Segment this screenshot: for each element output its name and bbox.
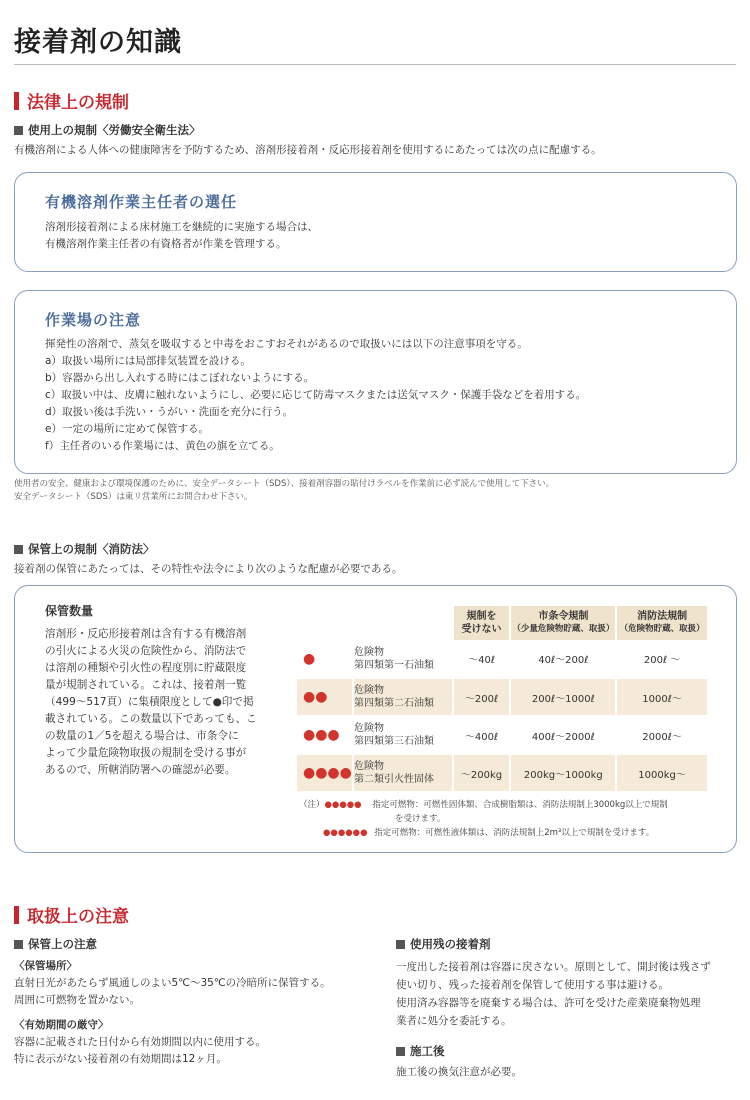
- text-line: 周囲に可燃物を置かない。: [14, 994, 140, 1006]
- fire-law-cell: 1000kg～: [616, 754, 708, 792]
- unregulated-cell: ～40ℓ: [453, 640, 511, 678]
- storage-quantity-title: 保管数量: [45, 604, 94, 618]
- storage-regulation-subheading: [14, 541, 155, 557]
- section-marker: [14, 906, 19, 924]
- square-bullet-icon: [14, 126, 23, 135]
- hazard-dots: ●●●: [297, 716, 353, 754]
- usage-regulation-label: 使用上の規制〈労働安全衛生法〉: [28, 123, 201, 137]
- list-item: c）取扱い中は、皮膚に触れないようにし、必要に応じて防毒マスクまたは送気マスク・保護手袋などを着用する。: [45, 389, 587, 401]
- note-line: 安全データシート（SDS）は東リ営業所にお問合わせ下さい。: [14, 492, 253, 502]
- table-row: [297, 716, 708, 754]
- workplace-box-title: 作業場の注意: [45, 311, 142, 329]
- text-line: 使用済み容器等を廃棄する場合は、許可を受けた産業廃棄物処理: [396, 997, 701, 1009]
- leftover-adhesive-label: 使用残の接着剤: [410, 937, 491, 951]
- supervisor-box-title: 有機溶剤作業主任者の選任: [45, 193, 238, 211]
- leftover-adhesive-subheading: [396, 936, 491, 952]
- handling-section-title: 取扱上の注意: [27, 907, 129, 927]
- storage-limits-table: [297, 606, 709, 793]
- hazard-dots: ●: [297, 640, 353, 678]
- hazard-class: 危険物 第四類第一石油類: [353, 640, 453, 678]
- table-header-row: [297, 606, 708, 640]
- table-row: [297, 678, 708, 716]
- shelf-life-heading: 〈有効期間の厳守〉: [14, 1019, 109, 1031]
- after-installation-text: 施工後の換気注意が必要。: [396, 1066, 522, 1078]
- hazard-class: 危険物 第二類引火性固体: [353, 754, 453, 792]
- text-line: （499～517頁）に集積限度として●印で掲: [45, 696, 254, 708]
- list-item: d）取扱い後は手洗い・うがい・洗面を充分に行う。: [45, 406, 294, 418]
- square-bullet-icon: [14, 545, 23, 554]
- list-item: e）一定の場所に定めて保管する。: [45, 423, 209, 435]
- storage-regulation-text: 接着剤の保管にあたっては、その特性や法令により次のような配慮が必要である。: [14, 563, 403, 575]
- note-line: 使用者の安全、健康および環境保護のために、安全データシート（SDS）、接着剤容器の貼付けラベルを作業前に必ず読んで使用して下さい。: [14, 479, 555, 489]
- square-bullet-icon: [396, 1047, 405, 1056]
- fire-law-cell: 1000ℓ～: [616, 678, 708, 716]
- city-ordinance-cell: 400ℓ～2000ℓ: [510, 716, 616, 754]
- footnote-dots: ●●●●●: [324, 800, 362, 810]
- text-line: の引火による火災の危険性から、消防法で: [45, 645, 247, 657]
- fire-law-cell: 2000ℓ～: [616, 716, 708, 754]
- unregulated-cell: ～400ℓ: [453, 716, 511, 754]
- law-section-title: 法律上の規制: [27, 93, 129, 113]
- table-row: [297, 640, 708, 678]
- storage-precautions-subheading: [14, 936, 97, 952]
- city-ordinance-cell: 40ℓ～200ℓ: [510, 640, 616, 678]
- city-ordinance-cell: 200kg～1000kg: [510, 754, 616, 792]
- usage-regulation-subheading: [14, 122, 201, 138]
- storage-regulation-label: 保管上の規制〈消防法〉: [28, 542, 155, 556]
- footnote-line: ●●●●●● 指定可燃物：可燃性液体類は、消防法規制上2m³以上で規制を受けます。: [323, 828, 655, 838]
- handling-section-heading: [14, 902, 129, 927]
- text-line: は溶剤の種類や引火性の程度別に貯蔵限度: [45, 662, 247, 674]
- list-item: a）取扱い場所には局部排気装置を設ける。: [45, 355, 251, 367]
- text-line: あるので、所轄消防署への確認が必要。: [45, 764, 236, 776]
- text-line: 使い切り、残った接着剤を保管して使用する事は避ける。: [396, 979, 669, 991]
- hazard-dots: ●●●●: [297, 754, 353, 792]
- text-line: 溶剤形接着剤による床材施工を継続的に実施する場合は、: [45, 221, 318, 233]
- fire-law-cell: 200ℓ ～: [616, 640, 708, 678]
- section-marker: [14, 92, 19, 110]
- hazard-class: 危険物 第四類第二石油類: [353, 678, 453, 716]
- text-line: 揮発性の溶剤で、蒸気を吸収すると中毒をおこすおそれがあるので取扱いには以下の注意事項を守る。: [45, 338, 528, 350]
- text-line: 容器に記載された日付から有効期間以内に使用する。: [14, 1036, 266, 1048]
- hazard-dots: ●●: [297, 678, 353, 716]
- storage-quantity-box: [14, 585, 737, 853]
- workplace-box-text: [45, 336, 715, 455]
- column-header-city-ordinance: 市条令規制 （少量危険物貯蔵、取扱）: [510, 606, 616, 640]
- text-line: 量が規制されている。これは、接着剤一覧: [45, 679, 247, 691]
- title-divider: [14, 64, 736, 65]
- text-line: 直射日光があたらず風通しのよい5℃～35℃の冷暗所に保管する。: [14, 977, 331, 989]
- text-line: 一度出した接着剤は容器に戻さない。原則として、開封後は残さず: [396, 961, 711, 973]
- square-bullet-icon: [14, 940, 23, 949]
- sds-notes: [14, 478, 739, 504]
- storage-quantity-text: [45, 626, 297, 779]
- unregulated-cell: ～200kg: [453, 754, 511, 792]
- column-header-unregulated: 規制を 受けない: [453, 606, 511, 640]
- storage-place-heading: 〈保管場所〉: [14, 960, 77, 972]
- page-title: 接着剤の知識: [14, 27, 182, 58]
- column-header-fire-law: 消防法規制 （危険物貯蔵、取扱）: [616, 606, 708, 640]
- workplace-box: [14, 290, 737, 474]
- storage-precautions-label: 保管上の注意: [28, 937, 97, 951]
- text-line: 有機溶剤作業主任者の有資格者が作業を管理する。: [45, 238, 287, 250]
- table-header-blank: [297, 606, 453, 640]
- hazard-class: 危険物 第四類第三石油類: [353, 716, 453, 754]
- text-line: よって少量危険物取扱の規制を受ける事が: [45, 747, 247, 759]
- footnote-line: （注）●●●●● 指定可燃物：可燃性固体類、合成樹脂類は、消防法規制上3000kg以上で規制: [299, 800, 668, 810]
- text-line: 特に表示がない接着剤の有効期間は12ヶ月。: [14, 1053, 227, 1065]
- unregulated-cell: ～200ℓ: [453, 678, 511, 716]
- after-installation-subheading: [396, 1043, 445, 1059]
- storage-precautions-text: [14, 958, 384, 1068]
- supervisor-box: [14, 172, 737, 272]
- square-bullet-icon: [396, 940, 405, 949]
- after-installation-label: 施工後: [410, 1044, 445, 1058]
- text-line: 業者に処分を委託する。: [396, 1015, 512, 1027]
- text-line: 載されている。この数量以下であっても、こ: [45, 713, 257, 725]
- table-row: [297, 754, 708, 792]
- list-item: b）容器から出し入れする時にはこぼれないようにする。: [45, 372, 315, 384]
- footnote-dots: ●●●●●●: [323, 828, 368, 838]
- city-ordinance-cell: 200ℓ～1000ℓ: [510, 678, 616, 716]
- usage-regulation-text: 有機溶剤による人体への健康障害を予防するため、溶剤形接着剤・反応形接着剤を使用するにあたっては次の点に配慮する。: [14, 144, 602, 156]
- law-section-heading: [14, 88, 129, 113]
- text-line: 溶剤形・反応形接着剤は含有する有機溶剤: [45, 628, 247, 640]
- list-item: f）主任者のいる作業場には、黄色の旗を立てる。: [45, 440, 280, 452]
- footnote-line: を受けます。: [395, 814, 446, 824]
- leftover-adhesive-text: [396, 958, 741, 1030]
- table-footnotes: [299, 798, 729, 840]
- supervisor-box-text: [45, 219, 705, 253]
- text-line: の数量の1／5を超える場合は、市条令に: [45, 730, 239, 742]
